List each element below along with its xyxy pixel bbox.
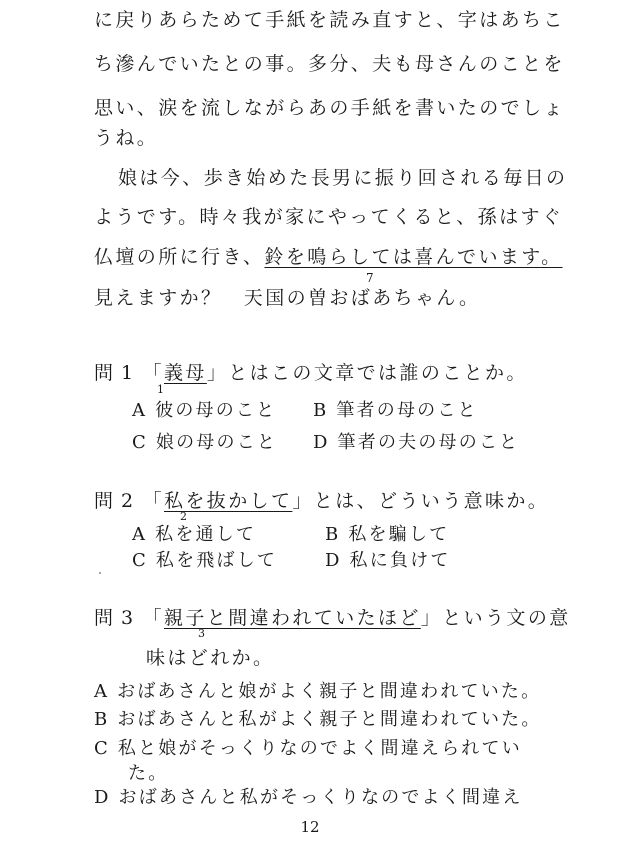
passage-line-8-end: ちゃん。 [393,287,481,309]
question-1-mark: 1 [157,383,164,396]
passage-line-6: ようです。時々我が家にやってくると、孫はすぐ [94,206,564,228]
question-3-option-a[interactable]: A おばあさんと娘がよく親子と間違われていた。 [94,681,542,702]
question-3 [94,606,571,630]
passage-line-1: に戻りあらためて手紙を読み直すと、字はあちこ [94,9,565,31]
question-3-text: 」という文の意 [420,607,571,629]
question-1-text: 」とはこの文章では誰のことか。 [206,362,528,384]
question-3-option-d[interactable]: D おばあさんと私がそっくりなのでよく間違え [94,787,523,808]
question-2-option-b[interactable]: B 私を騙して [325,524,450,545]
question-3-label: 問 3 [94,607,135,629]
question-1-option-b[interactable]: B 筆者の母のこと [313,400,478,421]
page-number: 12 [300,818,320,836]
passage-line-4: うね。 [94,127,159,149]
question-2-option-c[interactable]: C 私を飛ばして [132,550,278,571]
question-3-option-c-continued: た。 [128,763,169,784]
question-1-option-d[interactable]: D 筆者の夫の母のこと [313,432,520,453]
passage-line-7 [94,245,563,269]
question-1-open: 「 [142,362,164,384]
question-2-mark: 2 [180,510,187,523]
question-1-term: 義母 [164,362,207,384]
question-1-option-a[interactable]: A 彼の母のこと [132,400,277,421]
question-3-mark: 3 [198,627,205,640]
scan-speck [99,572,101,574]
question-3-term: 親子と間違われていたほど [164,607,421,629]
question-2-option-a[interactable]: A 私を通して [132,524,257,545]
footnote-mark-7: 7 [366,271,374,285]
passage-line-8-text: 見えますか？ 天国の曽おばあ [94,287,394,309]
question-2 [94,489,549,513]
question-1-label: 問 1 [94,362,135,384]
passage-line-2: ち滲んでいたとの事。多分、夫も母さんのことを [94,53,565,75]
question-2-label: 問 2 [94,490,135,512]
passage-line-7-text: 仏壇の所に行き、 [94,246,265,268]
question-3-line-2: 味はどれか。 [146,647,275,669]
passage-line-3: 思い、涙を流しながらあの手紙を書いたのでしょ [94,97,565,119]
question-3-option-c[interactable]: C 私と娘がそっくりなのでよく間違えられてい [94,738,522,759]
question-2-text: 」とは、どういう意味か。 [292,490,550,512]
question-3-open: 「 [142,607,164,629]
question-2-open: 「 [142,490,164,512]
question-2-option-d[interactable]: D 私に負けて [325,550,451,571]
passage-line-8 [94,286,480,310]
question-2-term: 私を抜かして [164,490,293,512]
question-1 [94,361,528,385]
underlined-phrase: 鈴を鳴らしては喜んでいます。 [264,246,563,268]
question-1-option-c[interactable]: C 娘の母のこと [132,432,278,453]
passage-line-5: 娘は今、歩き始めた長男に振り回される毎日の [118,167,568,189]
question-3-option-b[interactable]: B おばあさんと私がよく親子と間違われていた。 [94,709,542,730]
